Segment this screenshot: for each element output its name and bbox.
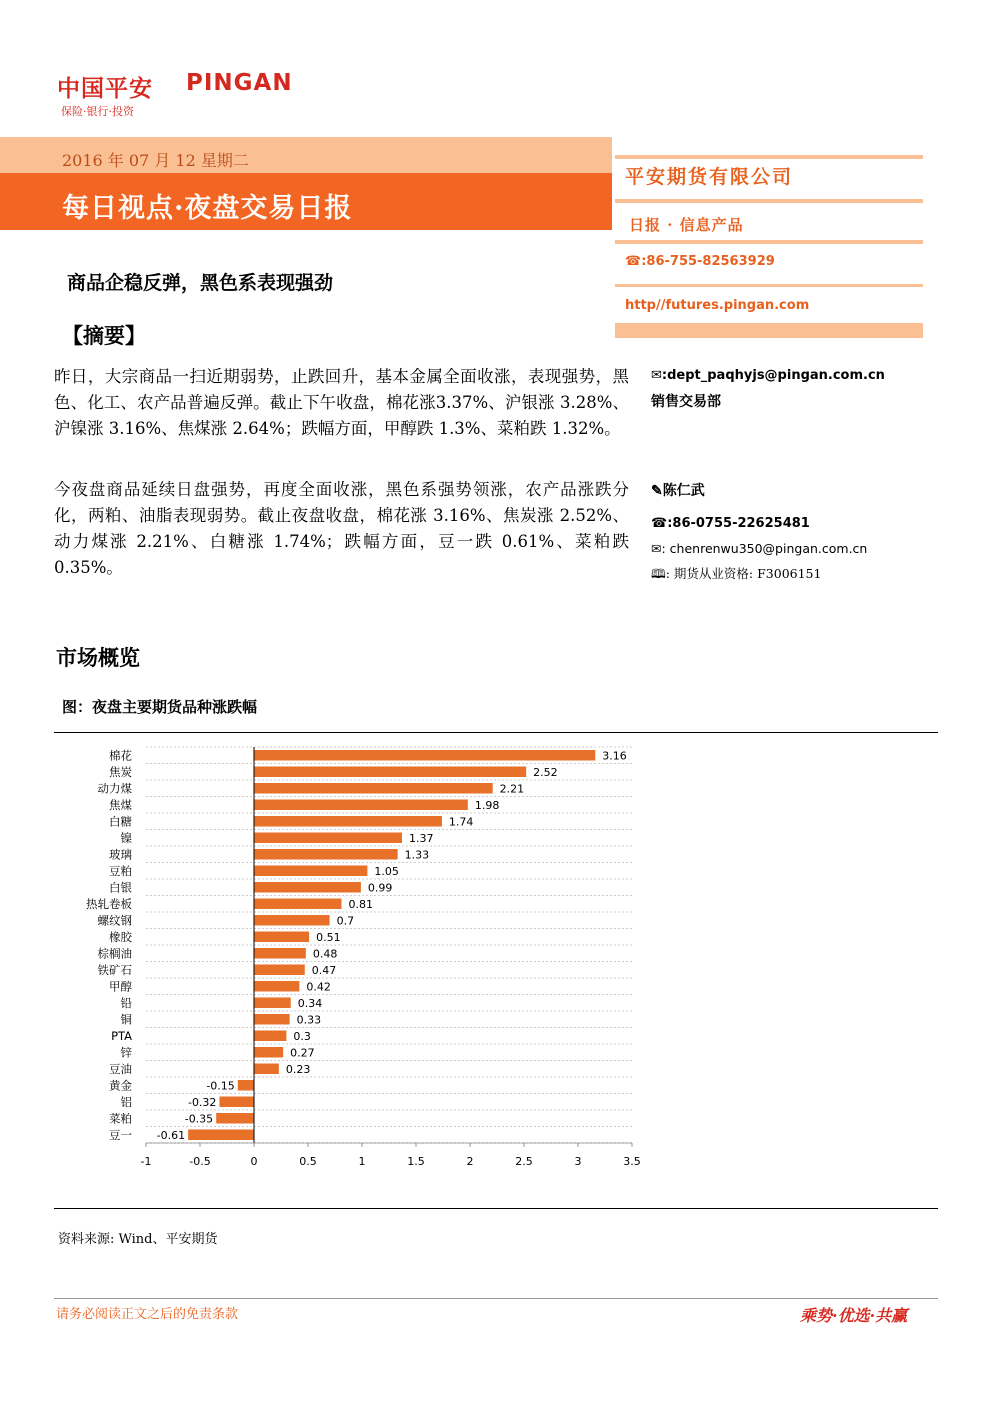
chart-category-label: 铜 bbox=[120, 1012, 132, 1027]
chart-bar bbox=[254, 1047, 283, 1058]
chart-bar bbox=[254, 1014, 290, 1025]
chart-bar bbox=[254, 1064, 279, 1075]
chart-data-label: 1.33 bbox=[404, 848, 430, 862]
dept-email-address: :dept_paqhyjs@pingan.com.cn bbox=[661, 368, 885, 383]
chart-category-label: 白糖 bbox=[109, 814, 132, 829]
source-note: 资料来源: Wind、平安期货 bbox=[58, 1232, 218, 1247]
footer-disclaimer[interactable]: 请务必阅读正文之后的免责条款 bbox=[56, 1307, 239, 1322]
chart-bar bbox=[254, 965, 305, 976]
chart-category-label: 棉花 bbox=[109, 748, 132, 763]
chart-category-label: 镍 bbox=[120, 831, 132, 845]
chart-x-tick-label: 3.5 bbox=[623, 1155, 641, 1168]
chart-category-label: 焦炭 bbox=[109, 765, 132, 779]
chart-bar bbox=[238, 1080, 254, 1091]
chart-bar bbox=[254, 767, 526, 778]
chart-bar bbox=[216, 1113, 254, 1124]
chart-data-label: -0.32 bbox=[187, 1096, 217, 1109]
chart-x-tick-label: 2 bbox=[466, 1155, 474, 1168]
chart-category-label: 玻璃 bbox=[109, 847, 132, 862]
chart-x-tick-label: 0.5 bbox=[299, 1155, 317, 1168]
book-icon: 🕮 bbox=[651, 566, 666, 581]
chart-bar bbox=[254, 882, 361, 893]
footer-slogan: 乘势·优选·共赢 bbox=[800, 1306, 908, 1325]
chart-category-label: 热轧卷板 bbox=[86, 897, 132, 911]
chart-data-label: 0.51 bbox=[316, 931, 341, 944]
sidebar-divider bbox=[615, 199, 923, 203]
chart-bar bbox=[188, 1130, 254, 1141]
chart-x-tick-label: -1 bbox=[140, 1155, 152, 1168]
chart-data-label: 0.33 bbox=[296, 1013, 322, 1027]
analyst-name bbox=[651, 480, 705, 500]
analyst-license bbox=[651, 564, 821, 586]
logo-cn: 中国平安 bbox=[57, 76, 153, 102]
chart-bar bbox=[254, 816, 442, 827]
chart-x-tick-label: 3 bbox=[574, 1155, 582, 1168]
summary-paragraph-2: 今夜盘商品延续日盘强势，再度全面收涨，黑色系强势领涨，农产品涨跌分化，两粕、油脂表现弱势。截止夜盘收盘，棉花涨 3.16%、焦炭涨 2.52%、动力煤涨 2.21%、白糖涨 1.74%；跌幅方面，豆一跌 0.61%、菜粕跌 0.35%。 bbox=[54, 480, 629, 577]
summary-paragraph-1: 昨日，大宗商品一扫近期弱势，止跌回升，基本金属全面收涨，表现强势，黑色、化工、农产品普遍反弹。截止下午收盘，棉花涨3.37%、沪银涨 3.28%、沪镍涨 3.16%、焦煤涨 2.64%；跌幅方面，甲醇跌 1.3%、菜粕跌 1.32%。 bbox=[54, 367, 629, 438]
chart-category-label: PTA bbox=[111, 1029, 132, 1043]
chart-data-label: -0.61 bbox=[156, 1129, 186, 1142]
chart-bar bbox=[254, 783, 493, 794]
headline: 商品企稳反弹，黑色系表现强劲 bbox=[67, 272, 334, 294]
chart-bar bbox=[254, 948, 306, 959]
section-title: 市场概览 bbox=[56, 645, 140, 670]
chart-data-label: 1.05 bbox=[374, 865, 399, 878]
chart-bar bbox=[254, 833, 402, 844]
chart-category-label: 焦煤 bbox=[109, 798, 132, 812]
chart-data-label: 2.52 bbox=[533, 766, 558, 779]
dept-email[interactable] bbox=[651, 368, 885, 383]
chart-category-label: 甲醇 bbox=[109, 979, 132, 994]
company-phone bbox=[625, 254, 775, 269]
analyst-phone-number: :86-0755-22625481 bbox=[667, 516, 810, 531]
figure-bottom-rule bbox=[54, 1208, 938, 1209]
company-phone-number: 86-755-82563929 bbox=[646, 254, 775, 269]
chart-category-label: 铝 bbox=[120, 1095, 132, 1109]
pencil-icon: ✎ bbox=[651, 483, 663, 499]
report-title: 每日视点·夜盘交易日报 bbox=[62, 193, 353, 224]
chart-category-label: 棕榈油 bbox=[97, 946, 132, 961]
logo-en: PINGAN bbox=[186, 70, 293, 96]
sidebar-divider bbox=[615, 284, 923, 287]
report-type: 日报 · 信息产品 bbox=[629, 216, 744, 234]
sidebar-divider bbox=[615, 323, 923, 338]
chart-bar bbox=[254, 915, 330, 926]
summary-heading: 【摘要】 bbox=[62, 323, 146, 348]
sidebar-divider bbox=[615, 240, 923, 244]
chart-x-tick-label: -0.5 bbox=[189, 1155, 211, 1168]
chart-bar bbox=[254, 800, 468, 811]
bar-chart bbox=[54, 737, 654, 1177]
analyst-email[interactable] bbox=[651, 541, 867, 556]
chart-data-label: 0.42 bbox=[306, 980, 331, 994]
chart-x-tick-label: 0 bbox=[250, 1155, 258, 1168]
chart-bar bbox=[254, 849, 398, 860]
analyst-license-text: : 期货从业资格: F3006151 bbox=[665, 566, 822, 581]
sidebar-divider bbox=[615, 155, 923, 159]
chart-data-label: 0.47 bbox=[311, 964, 337, 977]
chart-data-label: -0.15 bbox=[206, 1079, 235, 1093]
chart-category-label: 豆一 bbox=[109, 1128, 132, 1142]
chart-category-label: 豆粕 bbox=[109, 864, 132, 878]
figure-top-rule bbox=[54, 732, 938, 733]
chart-category-label: 螺纹钢 bbox=[97, 913, 132, 928]
logo-tagline: 保险·银行·投资 bbox=[61, 105, 134, 118]
chart-data-label: 0.27 bbox=[290, 1046, 315, 1060]
chart-data-label: 2.21 bbox=[499, 782, 525, 796]
company-website[interactable]: http//futures.pingan.com bbox=[625, 298, 810, 313]
figure-title: 图：夜盘主要期货品种涨跌幅 bbox=[62, 698, 258, 716]
chart-category-label: 豆油 bbox=[109, 1062, 132, 1076]
chart-bar bbox=[254, 899, 341, 910]
chart-category-label: 铅 bbox=[120, 996, 132, 1010]
analyst-phone bbox=[651, 516, 810, 531]
footer-rule bbox=[54, 1298, 938, 1299]
chart-category-label: 铁矿石 bbox=[97, 963, 132, 977]
chart-data-label: -0.35 bbox=[184, 1112, 214, 1126]
chart-data-label: 1.74 bbox=[448, 815, 474, 829]
chart-data-label: 0.81 bbox=[348, 898, 373, 911]
mail-icon: ✉ bbox=[651, 541, 662, 556]
department: 销售交易部 bbox=[651, 394, 721, 410]
chart-bar bbox=[254, 1031, 286, 1042]
analyst-email-address: : chenrenwu350@pingan.com.cn bbox=[661, 541, 868, 556]
chart-category-label: 锌 bbox=[120, 1045, 132, 1060]
chart-data-label: 0.99 bbox=[367, 881, 393, 895]
chart-category-label: 橡胶 bbox=[109, 930, 132, 944]
chart-bar bbox=[219, 1097, 254, 1108]
report-date: 2016 年 07 月 12 星期二 bbox=[62, 151, 249, 170]
chart-category-label: 白银 bbox=[109, 880, 132, 895]
chart-bar bbox=[254, 981, 299, 992]
chart-x-tick-label: 1.5 bbox=[407, 1155, 425, 1168]
chart-bar bbox=[254, 998, 291, 1009]
mail-icon: ✉ bbox=[651, 368, 662, 383]
chart-category-label: 黄金 bbox=[109, 1078, 132, 1093]
chart-data-label: 3.16 bbox=[602, 749, 627, 763]
chart-data-label: 1.37 bbox=[408, 832, 434, 845]
chart-data-label: 0.34 bbox=[297, 997, 323, 1010]
chart-data-label: 1.98 bbox=[474, 799, 500, 812]
phone-icon: ☎: bbox=[625, 254, 647, 269]
company-name: 平安期货有限公司 bbox=[625, 166, 794, 188]
chart-data-label: 0.23 bbox=[285, 1063, 311, 1076]
chart-bar bbox=[254, 932, 309, 943]
chart-x-tick-label: 2.5 bbox=[515, 1155, 533, 1168]
analyst-name-text: 陈仁武 bbox=[662, 483, 705, 499]
chart-category-label: 动力煤 bbox=[97, 781, 132, 796]
chart-category-label: 菜粕 bbox=[109, 1111, 132, 1126]
chart-data-label: 0.48 bbox=[312, 947, 338, 961]
phone-icon: ☎ bbox=[651, 516, 668, 531]
chart-data-label: 0.3 bbox=[293, 1030, 311, 1043]
chart-bar bbox=[254, 866, 367, 877]
chart-x-tick-label: 1 bbox=[358, 1155, 366, 1168]
chart-data-label: 0.7 bbox=[336, 914, 355, 928]
chart-bar bbox=[254, 750, 595, 761]
